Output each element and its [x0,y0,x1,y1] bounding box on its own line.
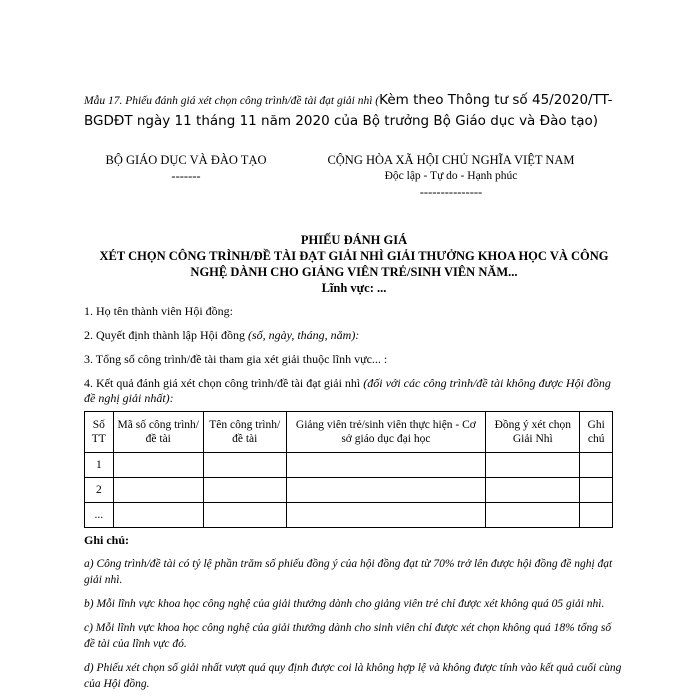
title-field: Lĩnh vực: ... [321,281,387,295]
table-header-row [85,412,613,453]
item-council-decision-label: 2. Quyết định thành lập Hội đồng [84,328,248,342]
form-reference [84,90,624,131]
row-number: 2 [85,478,114,503]
cell-author[interactable] [286,503,486,528]
cell-title[interactable] [203,453,286,478]
title-line-1: PHIẾU ĐÁNH GIÁ [300,233,408,247]
country-name: CỘNG HÒA XÃ HỘI CHỦ NGHĨA VIỆT NAM [327,153,575,167]
cell-approve[interactable] [486,478,580,503]
cell-author[interactable] [286,453,486,478]
cell-approve[interactable] [486,503,580,528]
col-header-note: Ghi chú [580,412,613,453]
item-evaluation-result [84,376,624,406]
cell-code[interactable] [113,478,203,503]
item-member-name: 1. Họ tên thành viên Hội đồng: [84,304,233,318]
note-d: d) Phiếu xét chọn số giải nhất vượt quá quy định được coi là không hợp lệ và không được tính vào kết quả cuối cùng của Hội đồng. [84,662,622,690]
cell-note[interactable] [580,503,613,528]
national-motto: Độc lập - Tự do - Hạnh phúc [384,170,518,182]
note-c: c) Mỗi lĩnh vực khoa học công nghệ của giải thưởng dành cho sinh viên chỉ được xét chọn không quá 18% tổng số đề tài của lĩnh vực đó. [84,622,612,650]
item-evaluation-hint: (đối với các công trình/đề tài không được Hội đồng đề nghị giải nhất): [84,376,611,405]
cell-code[interactable] [113,453,203,478]
table-row [85,503,613,528]
note-a: a) Công trình/đề tài có tỷ lệ phần trăm số phiếu đồng ý của hội đồng đạt từ 70% trở lên được hội đồng đề nghị đạt giải nhì. [84,558,613,586]
form-reference-text: Kèm theo Thông tư số 45/2020/TT-BGDĐT ngày 11 tháng 11 năm 2020 của Bộ trưởng Bộ Giáo dục và Đào tạo) [84,92,613,129]
col-header-code: Mã số công trình/đề tài [113,412,203,453]
cell-title[interactable] [203,478,286,503]
form-reference-italic: Mẫu 17. Phiếu đánh giá xét chọn công trình/đề tài đạt giải nhì ( [84,95,380,107]
ministry-header [100,152,272,184]
item-evaluation-label: 4. Kết quả đánh giá xét chọn công trình/đề tài đạt giải nhì [84,376,364,390]
col-header-author: Giảng viên trẻ/sinh viên thực hiện - Cơ sở giáo dục đại học [286,412,486,453]
title-line-2: XÉT CHỌN CÔNG TRÌNH/ĐỀ TÀI ĐẠT GIẢI NHÌ GIẢI THƯỞNG KHOA HỌC VÀ CÔNG NGHỆ DÀNH CHO GIẢNG VIÊN TRẺ/SINH VIÊN NĂM... [99,249,609,279]
cell-note[interactable] [580,478,613,503]
cell-author[interactable] [286,478,486,503]
table-row [85,453,613,478]
table-row [85,478,613,503]
item-council-decision [84,328,624,343]
note-b: b) Mỗi lĩnh vực khoa học công nghệ của giải thưởng dành cho giảng viên trẻ chỉ được xét không quá 05 giải nhì. [84,598,605,610]
cell-title[interactable] [203,503,286,528]
document-title [84,232,624,296]
cell-note[interactable] [580,453,613,478]
row-number: ... [85,503,114,528]
ministry-name: BỘ GIÁO DỤC VÀ ĐÀO TẠO [105,153,267,167]
row-number: 1 [85,453,114,478]
notes-heading: Ghi chú: [84,533,130,547]
ministry-dash: ------- [171,169,201,183]
national-header [322,152,580,200]
cell-approve[interactable] [486,453,580,478]
cell-code[interactable] [113,503,203,528]
item-total-projects: 3. Tổng số công trình/đề tài tham gia xét giải thuộc lĩnh vực... : [84,352,388,366]
notes-section [84,532,624,700]
form-items [84,304,624,415]
col-header-title: Tên công trình/đề tài [203,412,286,453]
col-header-approve: Đồng ý xét chọn Giải Nhì [486,412,580,453]
item-council-decision-hint: (số, ngày, tháng, năm): [247,328,360,342]
col-header-no: Số TT [85,412,114,453]
evaluation-table [84,411,613,528]
national-dash: --------------- [419,185,483,199]
